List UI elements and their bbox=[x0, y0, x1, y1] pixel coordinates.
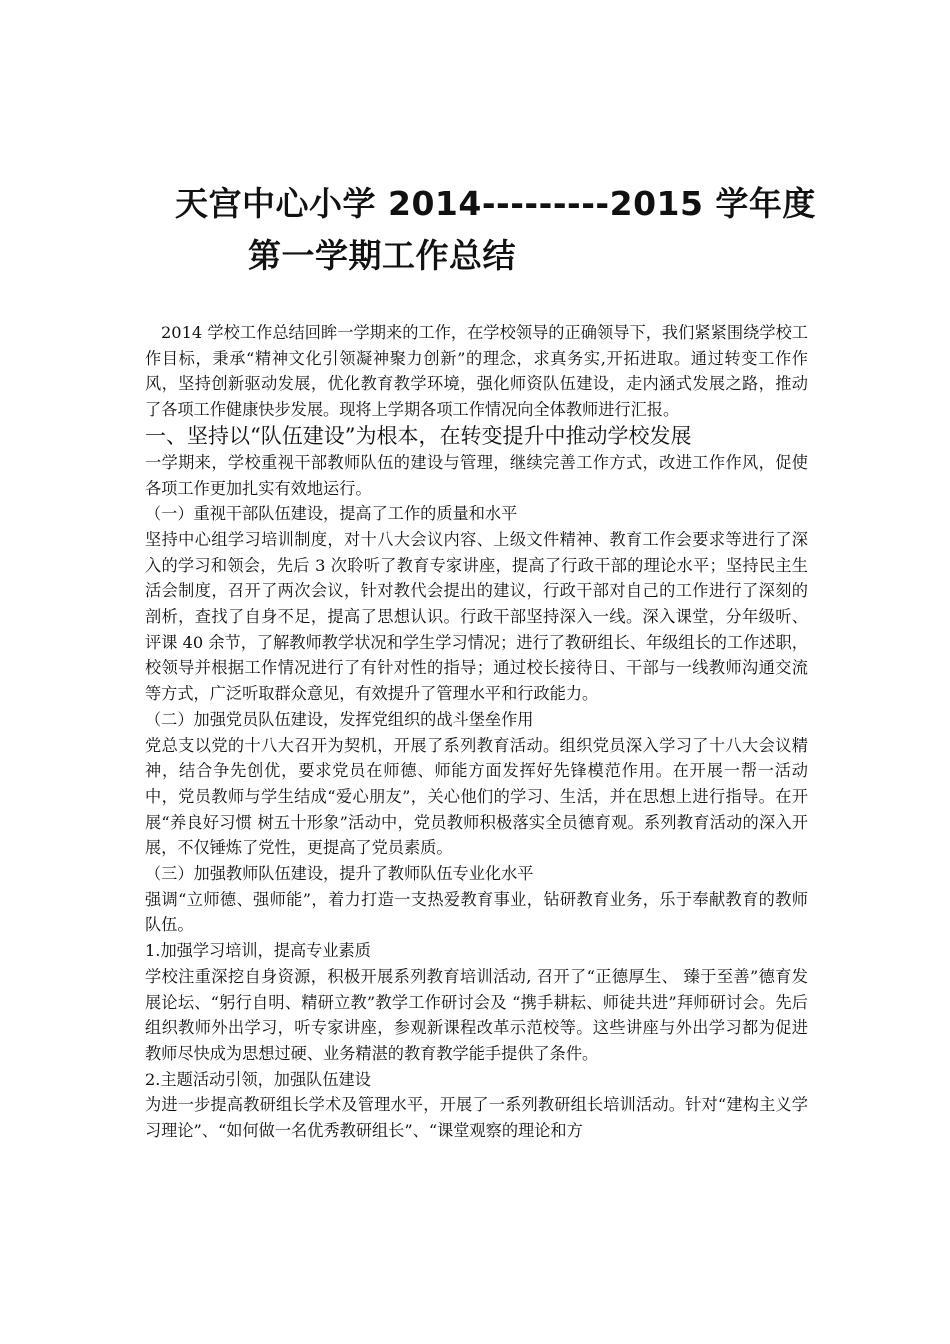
intro-paragraph: 2014 学校工作总结回眸一学期来的工作，在学校领导的正确领导下，我们紧紧围绕学校工作目标，秉承“精神文化引领凝神聚力创新”的理念，求真务实,开拓进取。通过转变工作作风，坚持创新驱动发展，优化教育教学环境，强化师资队伍建设，走内涵式发展之路，推动了各项工作健康快步发展。现将上学期各项工作情况向全体教师进行汇报。 bbox=[145, 323, 808, 420]
section-1-heading: 一、坚持以“队伍建设”为根本，在转变提升中推动学校发展 bbox=[145, 423, 692, 448]
subsection-1-body: 坚持中心组学习培训制度，对十八大会议内容、上级文件精神、教育工作会要求等进行了深入的学习和领会，先后 3 次聆听了教育专家讲座，提高了行政干部的理论水平；坚持民主生活会制度，召开了两次会议，针对教代会提出的建议，行政干部对自己的工作进行了深刻的剖析，查找了自身不足，提高了思想认识。行政干部坚持深入一线。深入课堂，分年级听、评课 40 余节，了解教师教学状况和学生学习情况；进行了教研组长、年级组长的工作述职，校领导并根据工作情况进行了有针对性的指导；通过校长接待日、干部与一线教师沟通交流等方式，广泛听取群众意见，有效提升了管理水平和行政能力。 bbox=[145, 529, 808, 704]
subsection-3-body: 强调“立师德、强师能”，着力打造一支热爱教育事业，钻研教育业务，乐于奉献教育的教师队伍。 bbox=[145, 889, 808, 935]
subsection-1-heading: （一）重视干部队伍建设，提高了工作的质量和水平 bbox=[145, 504, 518, 524]
document-body bbox=[145, 320, 808, 1144]
subsection-3-heading: （三）加强教师队伍建设，提升了教师队伍专业化水平 bbox=[145, 864, 534, 884]
document-title-line-2: 第一学期工作总结 bbox=[248, 236, 516, 275]
document-title-line-1: 天宫中心小学 2014---------2015 学年度 bbox=[175, 184, 816, 223]
subsection-2-body: 党总支以党的十八大召开为契机，开展了系列教育活动。组织党员深入学习了十八大会议精神，结合争先创优，要求党员在师德、师能方面发挥好先锋模范作用。在开展一帮一活动中，党员教师与学生结成“爱心朋友”，关心他们的学习、生活，并在思想上进行指导。在开展“养良好习惯 树五十形象”活动中，党员教师积极落实全员德育观。系列教育活动的深入开展，不仅锤炼了党性，更提高了党员素质。 bbox=[145, 735, 808, 858]
item-1-heading: 1.加强学习培训，提高专业素质 bbox=[145, 941, 371, 961]
item-1-body: 学校注重深挖自身资源，积极开展系列教育培训活动, 召开了“正德厚生、 臻于至善”德育发展论坛、“躬行自明、精研立教”教学工作研讨会及 “携手耕耘、师徒共进”拜师研讨会。先后组织教师外出学习，听专家讲座，参观新课程改革示范校等。这些讲座与外出学习都为促进教师尽快成为思想过硬、业务精湛的教育教学能手提供了条件。 bbox=[145, 966, 808, 1063]
section-1-intro: 一学期来，学校重视干部教师队伍的建设与管理，继续完善工作方式，改进工作作风，促使各项工作更加扎实有效地运行。 bbox=[145, 452, 808, 498]
item-2-heading: 2.主题活动引领，加强队伍建设 bbox=[145, 1069, 371, 1089]
item-2-body: 为进一步提高教研组长学术及管理水平，开展了一系列教研组长培训活动。针对“建构主义学习理论”、“如何做一名优秀教研组长”、“课堂观察的理论和方 bbox=[145, 1095, 808, 1141]
subsection-2-heading: （二）加强党员队伍建设，发挥党组织的战斗堡垒作用 bbox=[145, 709, 534, 729]
